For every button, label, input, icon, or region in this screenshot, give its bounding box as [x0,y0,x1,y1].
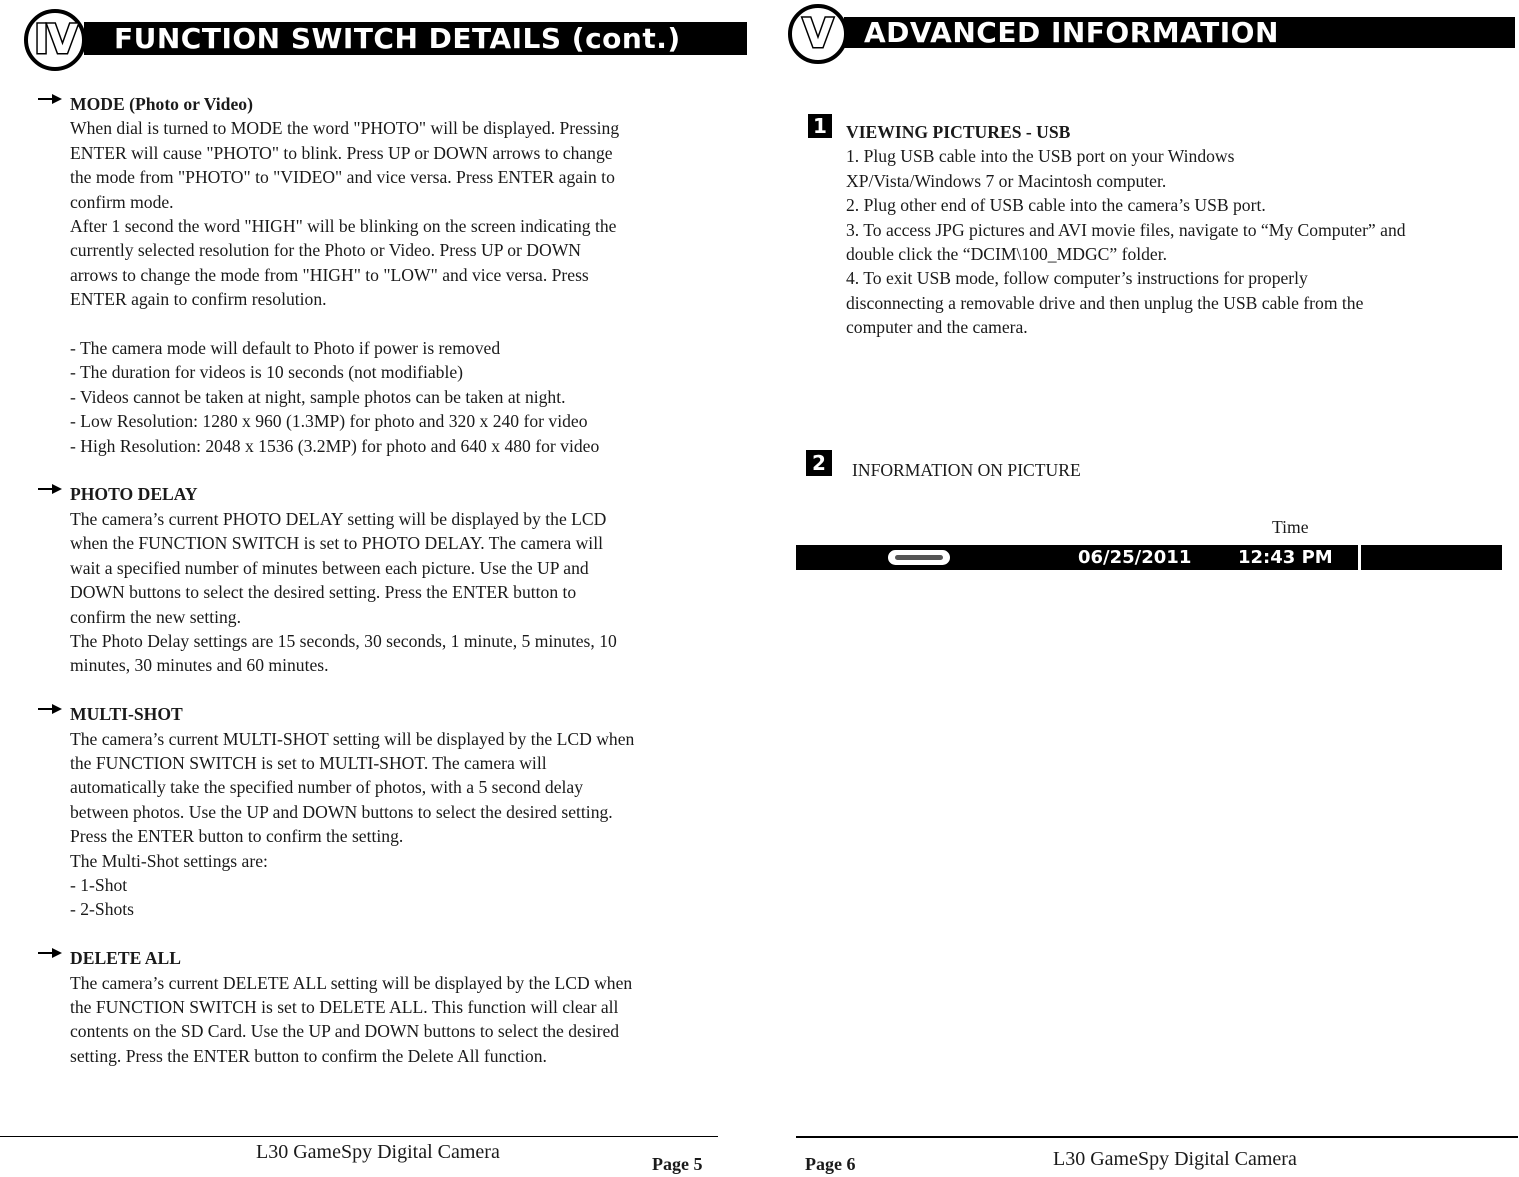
arrow-bullet-icon [37,703,63,715]
body-line: The camera’s current PHOTO DELAY setting will be displayed by the LCD [70,508,607,529]
item-number-2: 2 [806,450,832,476]
body-line: - 2-Shots [70,899,135,920]
section-mode [70,92,740,458]
arrow-bullet-icon [37,93,63,105]
usb-instructions [846,120,1506,340]
body-line: 1. Plug USB cable into the USB port on your Windows [846,146,1235,167]
footer-rule-right [796,1136,1518,1138]
section-delete-all [70,946,740,1068]
stamp-date: 06/25/2011 [1078,547,1192,568]
body-line: - 1-Shot [70,874,128,895]
body-line: wait a specified number of minutes between each picture. Use the UP and [70,557,589,578]
section-title-bar-right [844,17,1515,48]
item-title-viewing-pictures: VIEWING PICTURES - USB [846,122,1071,142]
body-line: DOWN buttons to select the desired setting. Press the ENTER button to [70,582,577,603]
footer-title-right: L30 GameSpy Digital Camera [1053,1148,1297,1170]
body-line: The camera’s current DELETE ALL setting will be displayed by the LCD when [70,972,633,993]
body-line: currently selected resolution for the Photo or Video. Press UP or DOWN [70,240,582,261]
section-title: ADVANCED INFORMATION [864,16,1279,49]
arrow-bullet-icon [37,483,63,495]
strip-divider [1358,545,1361,570]
section-badge-v: V [788,4,848,64]
body-line: setting. Press the ENTER button to confirm the Delete All function. [70,1045,547,1066]
section-photo-delay [70,482,740,677]
footer-title-left: L30 GameSpy Digital Camera [256,1141,500,1163]
page-number-right: Page 6 [805,1154,856,1174]
page-number-left: Page 5 [652,1154,703,1174]
section-badge-iv: IV [24,9,86,71]
note-line: - Low Resolution: 1280 x 960 (1.3MP) for photo and 320 x 240 for video [70,411,588,432]
body-line: between photos. Use the UP and DOWN buttons to select the desired setting. [70,801,613,822]
body-line: The camera’s current MULTI-SHOT setting will be displayed by the LCD when [70,728,635,749]
footer-rule-left [0,1136,718,1137]
body-line: computer and the camera. [846,317,1028,338]
arrow-bullet-icon [37,947,63,959]
item-title-information-on-picture: INFORMATION ON PICTURE [852,460,1081,480]
body-line: After 1 second the word "HIGH" will be blinking on the screen indicating the [70,216,617,237]
section-title-mode: MODE (Photo or Video) [70,94,253,114]
item-number-1: 1 [808,114,832,138]
body-line: arrows to change the mode from "HIGH" to "LOW" and vice versa. Press [70,264,589,285]
body-line: disconnecting a removable drive and then unplug the USB cable from the [846,292,1364,313]
section-title-photo-delay: PHOTO DELAY [70,484,198,505]
body-line: confirm the new setting. [70,606,242,627]
note-line: - The duration for videos is 10 seconds (not modifiable) [70,362,464,383]
body-line: the FUNCTION SWITCH is set to MULTI-SHOT. The camera will [70,752,547,773]
body-line: minutes, 30 minutes and 60 minutes. [70,655,329,676]
body-line: ENTER will cause "PHOTO" to blink. Press UP or DOWN arrows to change [70,142,613,163]
body-line: double click the “DCIM\100_MDGC” folder. [846,244,1168,265]
moultrie-logo-icon [888,550,950,565]
body-line: The Photo Delay settings are 15 seconds, 30 seconds, 1 minute, 5 minutes, 10 [70,630,617,651]
body-line: 4. To exit USB mode, follow computer’s instructions for properly [846,268,1308,289]
stamp-time: 12:43 PM [1238,547,1333,568]
body-line: confirm mode. [70,191,174,212]
section-title-multi-shot: MULTI-SHOT [70,704,183,725]
left-page-content [70,92,740,1068]
note-line: - High Resolution: 2048 x 1536 (3.2MP) for photo and 640 x 480 for video [70,435,600,456]
body-line: 2. Plug other end of USB cable into the camera’s USB port. [846,195,1266,216]
section-title-bar-left [84,22,747,55]
section-multi-shot [70,702,740,922]
section-title: FUNCTION SWITCH DETAILS (cont.) [114,22,681,55]
body-line: XP/Vista/Windows 7 or Macintosh computer. [846,170,1167,191]
body-line: ENTER again to confirm resolution. [70,289,327,310]
body-line: Press the ENTER button to confirm the setting. [70,826,404,847]
body-line: 3. To access JPG pictures and AVI movie files, navigate to “My Computer” and [846,219,1406,240]
body-line: when the FUNCTION SWITCH is set to PHOTO DELAY. The camera will [70,533,603,554]
body-line: the FUNCTION SWITCH is set to DELETE ALL. This function will clear all [70,996,619,1017]
note-line: - Videos cannot be taken at night, sample photos can be taken at night. [70,386,566,407]
body-line: the mode from "PHOTO" to "VIDEO" and vice versa. Press ENTER again to [70,167,615,188]
body-line: automatically take the specified number of photos, with a 5 second delay [70,777,583,798]
time-label: Time [1272,517,1309,537]
body-line: contents on the SD Card. Use the UP and DOWN buttons to select the desired [70,1021,620,1042]
note-line: - The camera mode will default to Photo if power is removed [70,338,501,359]
body-line: The Multi-Shot settings are: [70,850,268,871]
body-line: When dial is turned to MODE the word "PHOTO" will be displayed. Pressing [70,118,620,139]
section-title-delete-all: DELETE ALL [70,948,181,969]
